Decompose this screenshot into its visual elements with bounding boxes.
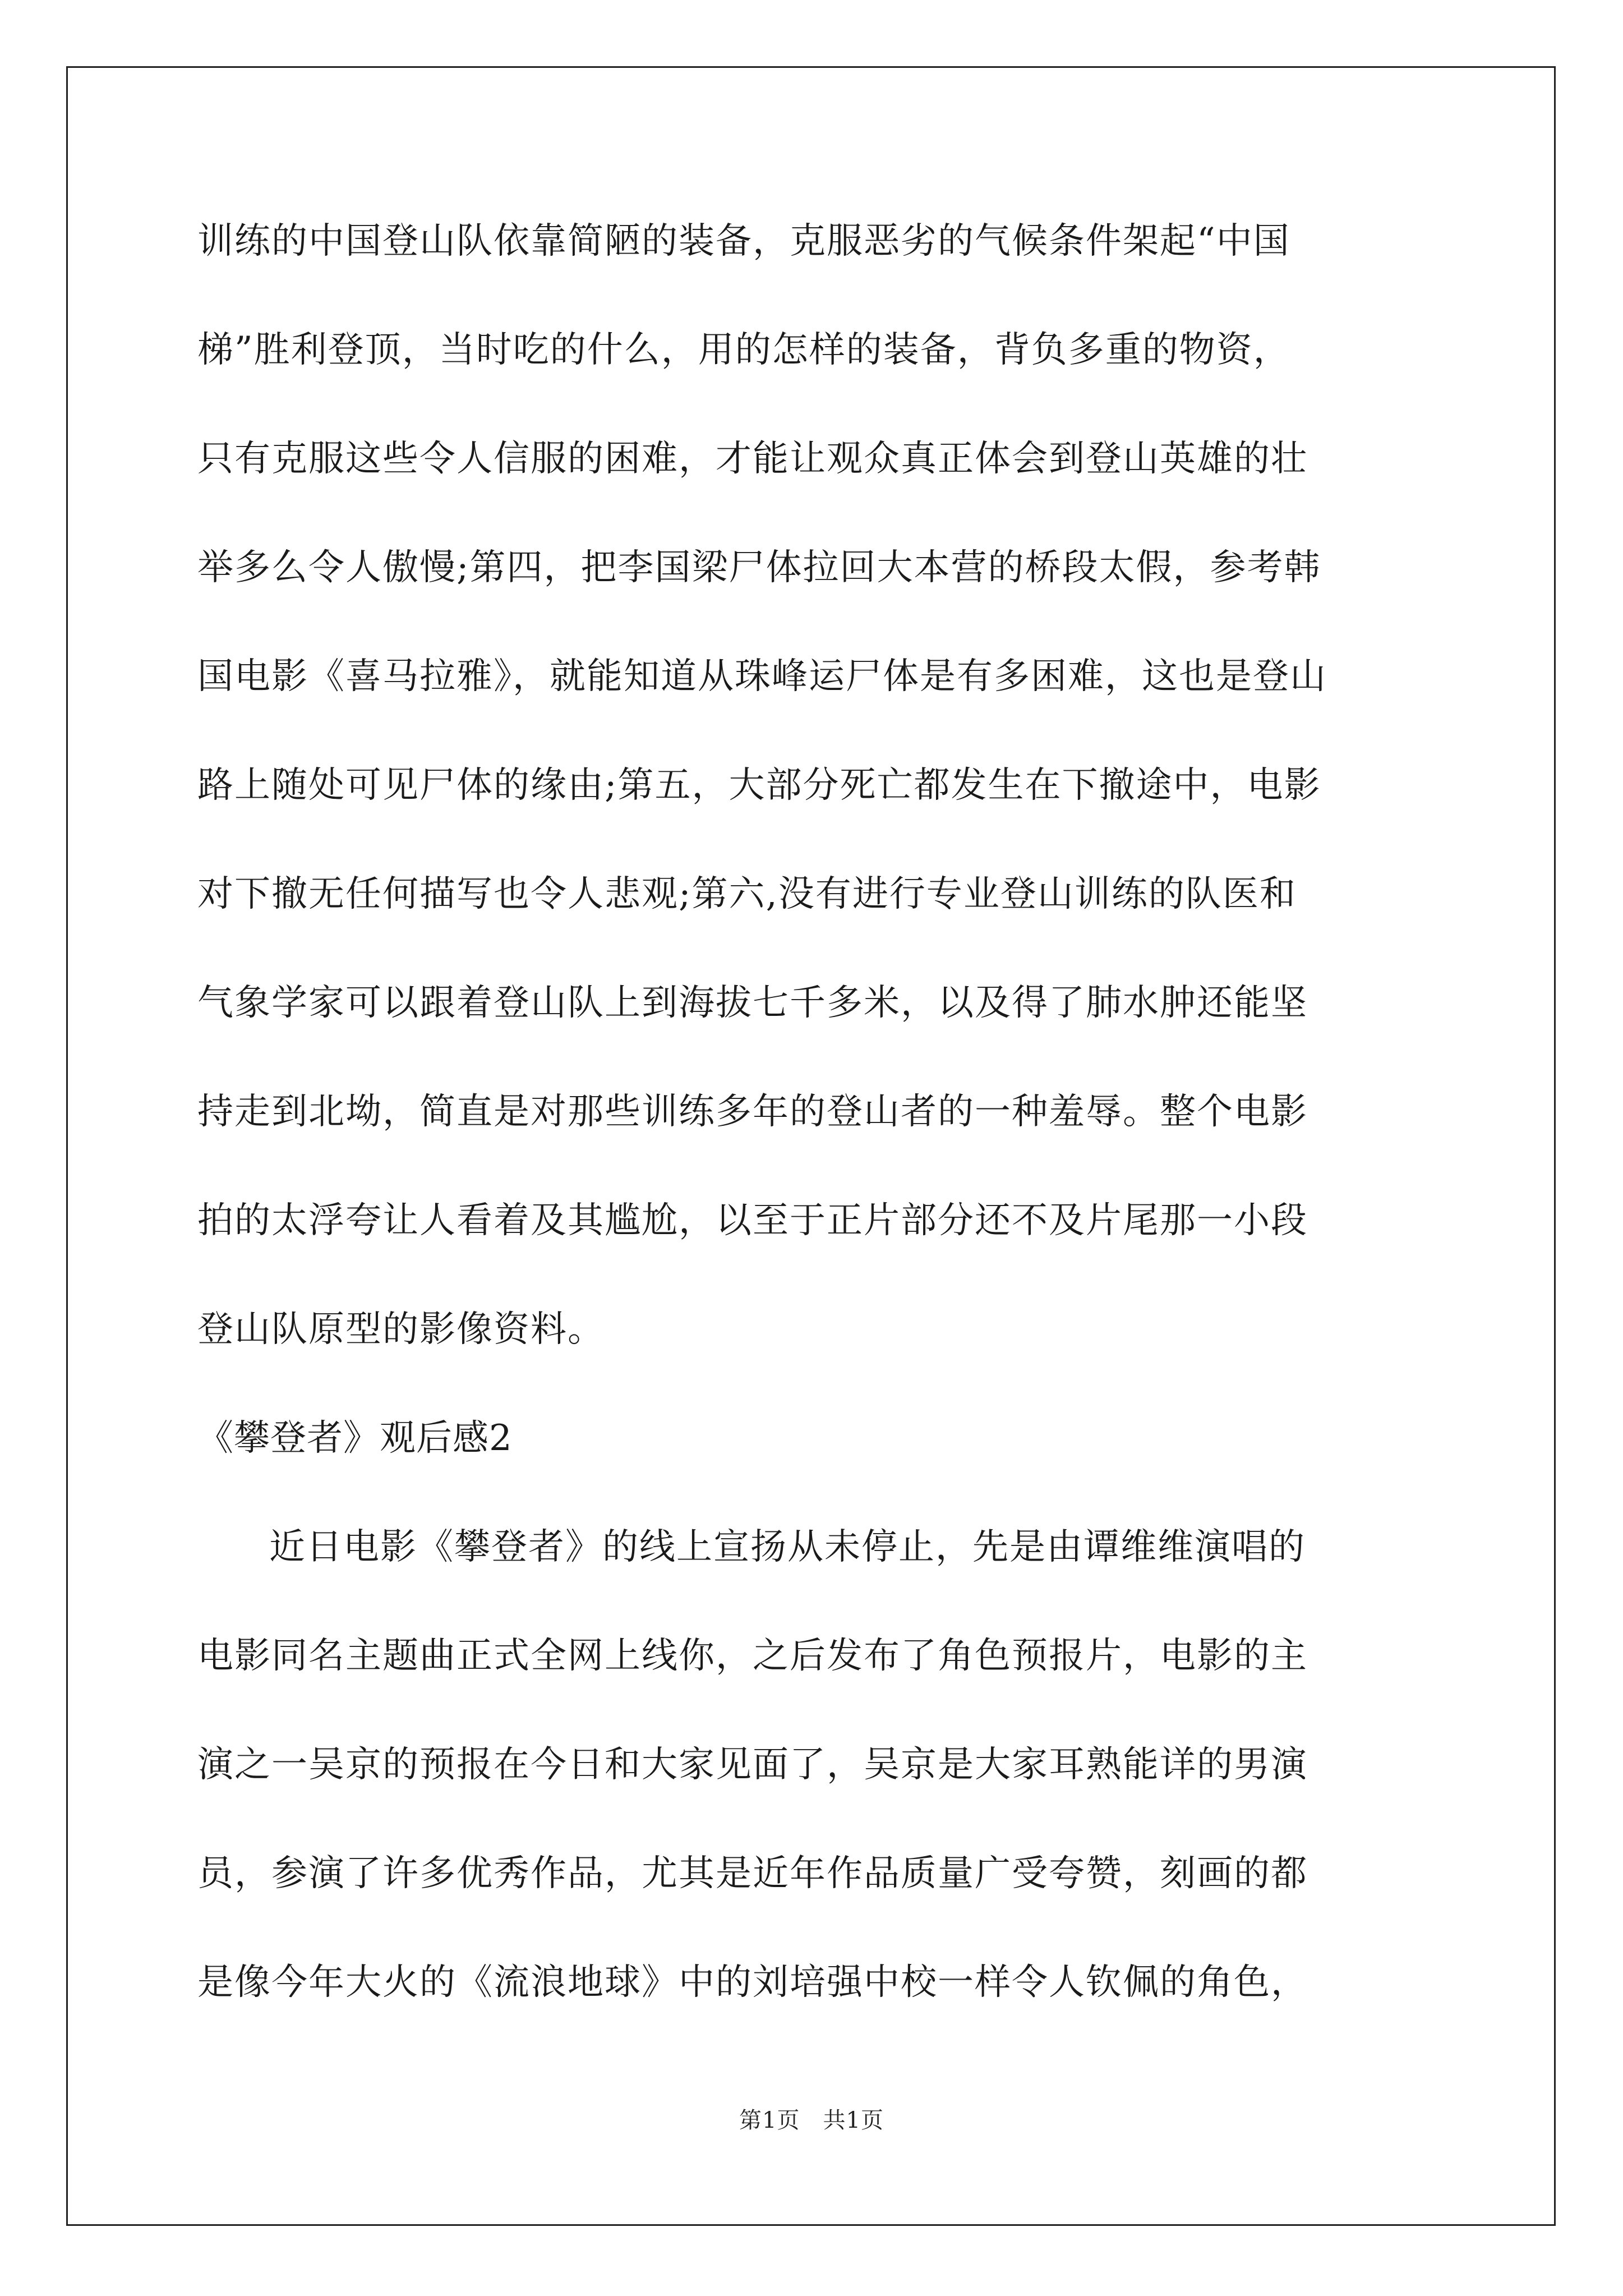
paragraph-line: 只有克服这些令人信服的困难，才能让观众真正体会到登山英雄的壮 [197,438,1308,480]
paragraph-line: 国电影《喜马拉雅》，就能知道从珠峰运尸体是有多困难，这也是登山 [197,656,1327,697]
paragraph-line: 气象学家可以跟着登山队上到海拔七千多米，以及得了肺水肿还能坚 [197,982,1308,1024]
paragraph-line: 对下撤无任何描写也令人悲观;第六,没有进行专业登山训练的队医和 [197,873,1297,915]
paragraph-line: 演之一吴京的预报在今日和大家见面了，吴京是大家耳熟能详的男演 [197,1744,1308,1786]
paragraph-line: 是像今年大火的《流浪地球》中的刘培强中校一样令人钦佩的角色， [197,1962,1308,2003]
paragraph-line: 近日电影《攀登者》的线上宣扬从未停止，先是由谭维维演唱的 [269,1526,1306,1568]
paragraph-line: 登山队原型的影像资料。 [197,1309,605,1350]
document-body [197,213,1420,2063]
paragraph-line: 员，参演了许多优秀作品，尤其是近年作品质量广受夸赞，刻画的都 [197,1853,1308,1894]
paragraph-line: 拍的太浮夸让人看着及其尴尬，以至于正片部分还不及片尾那一小段 [197,1200,1308,1241]
section-heading: 《攀登者》观后感2 [197,1418,513,1459]
paragraph-line: 梯”胜利登顶，当时吃的什么，用的怎样的装备，背负多重的物资， [197,329,1290,371]
paragraph-line: 路上随处可见尸体的缘由;第五，大部分死亡都发生在下撤途中，电影 [197,765,1321,806]
page-number-footer: 第1页 共1页 [739,2108,884,2133]
paragraph-line: 训练的中国登山队依靠简陋的装备，克服恶劣的气候条件架起“中国 [197,220,1290,262]
paragraph-line: 举多么令人傲慢;第四，把李国梁尸体拉回大本营的桥段太假，参考韩 [197,547,1321,588]
paragraph-line: 电影同名主题曲正式全网上线你，之后发布了角色预报片，电影的主 [197,1635,1308,1677]
paragraph-line: 持走到北坳，简直是对那些训练多年的登山者的一种羞辱。整个电影 [197,1091,1308,1133]
